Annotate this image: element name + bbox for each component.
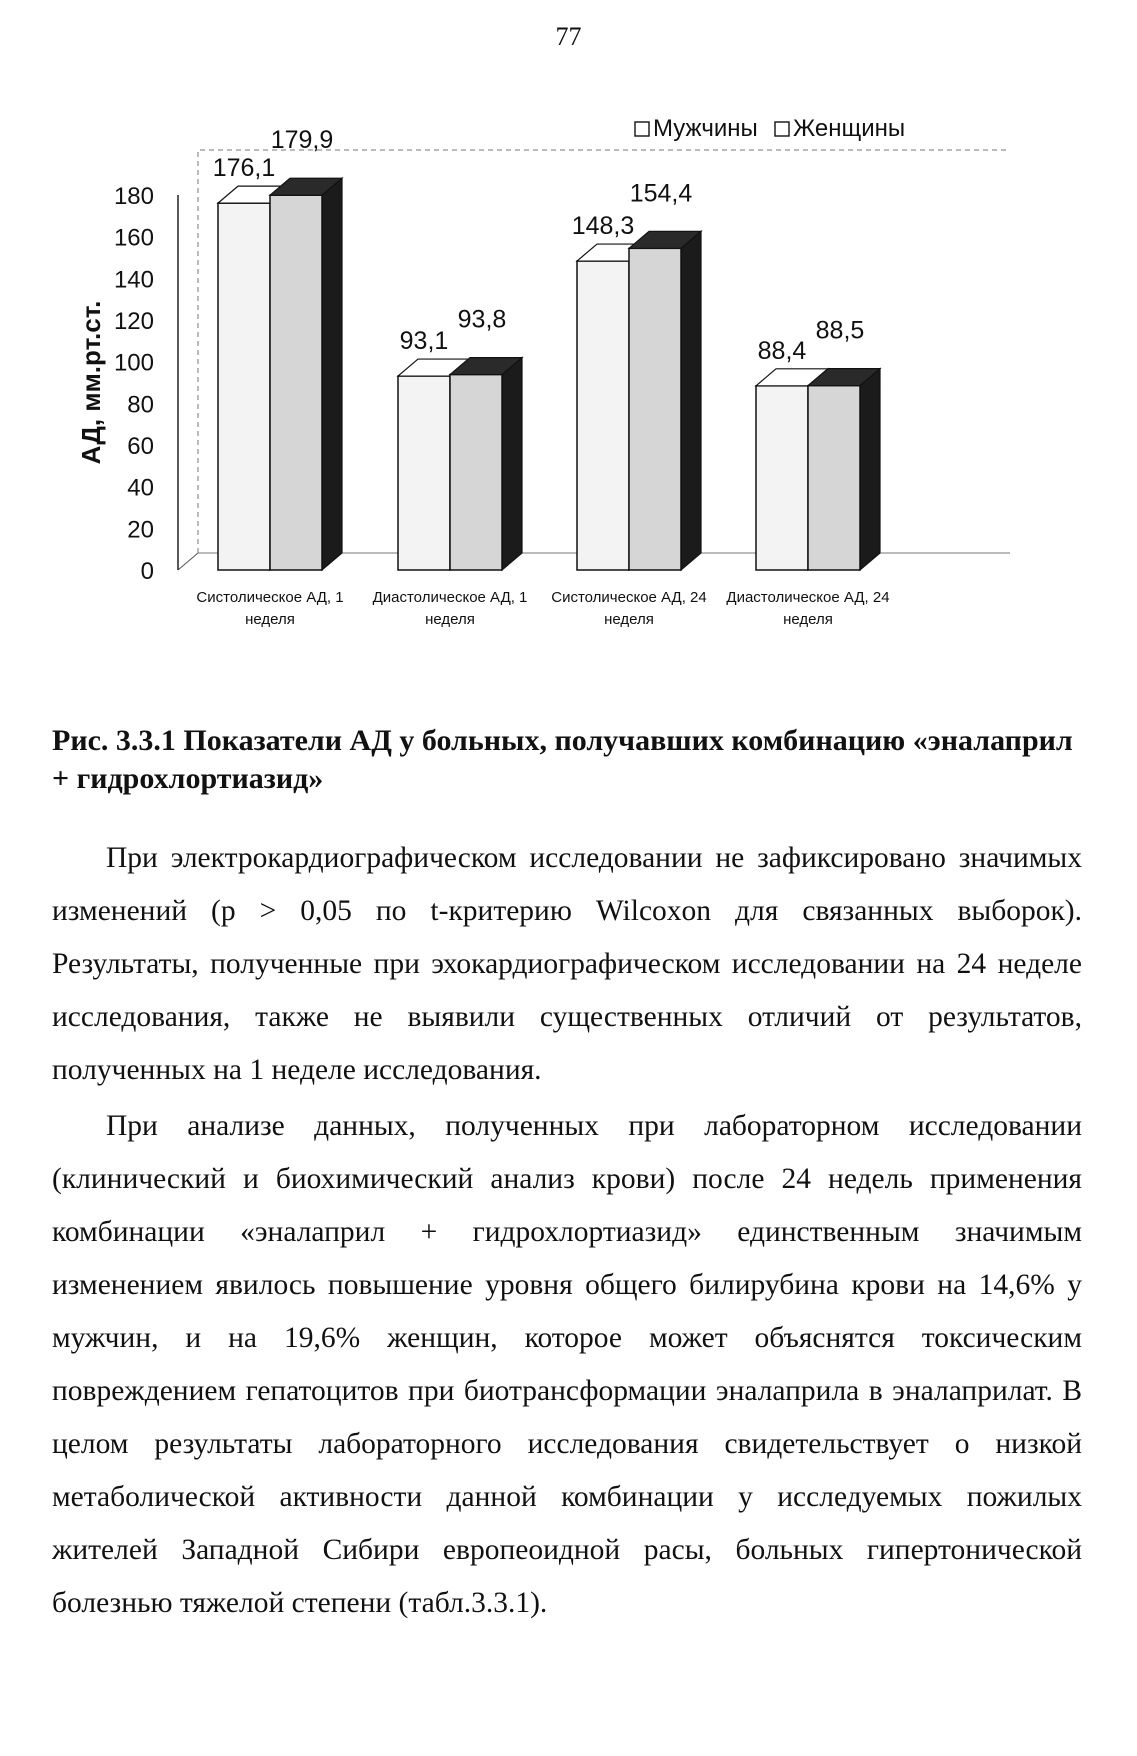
data-label: 154,4 (629, 179, 693, 208)
x-tick-label: неделя (425, 611, 475, 628)
y-tick-label: 60 (127, 433, 154, 460)
bar (808, 386, 860, 570)
figure-caption: Рис. 3.3.1 Показатели АД у больных, получавших комбинацию «эналаприл + гидрохлортиазид» (52, 724, 1073, 795)
body-text (52, 832, 1082, 1633)
bar (577, 261, 629, 570)
bar-side (502, 358, 522, 570)
x-tick-label: Диастолическое АД, 1 (372, 589, 528, 606)
paragraph: При электрокардиографическом исследовании не зафиксировано значимых изменений (p > 0,05 по t-критерию Wilcoxon для связанных выборок). Результаты, полученные при эхокардиографическом исследовании на 24 неделе исследования, также не выявили существенных отличий от результатов, полученных на 1 неделе исследования. (52, 842, 1082, 1086)
y-tick-label: 40 (127, 474, 154, 502)
paragraph: При анализе данных, полученных при лабораторном исследовании (клинический и биохимический анализ крови) после 24 недель применения комбинации «эналаприл + гидрохлортиазид» единственным значимым изменением явилось повышение уровня общего билирубина крови на 14,6% у мужчин, и на 19,6% женщин, которое может объяснятся токсическим повреждением гепатоцитов при биотрансформации эналаприла в эналаприлат. В целом результаты лабораторного исследования свидетельствует о низкой метаболической активности данной комбинации у исследуемых пожилых жителей Западной Сибири европеоидной расы, больных гипертонической болезнью тяжелой степени (табл.3.3.1). (52, 1110, 1082, 1619)
data-label: 93,1 (399, 327, 449, 356)
y-tick-label: 20 (127, 516, 154, 544)
legend-swatch (775, 122, 789, 136)
data-label: 176,1 (212, 154, 276, 183)
bar (629, 248, 681, 570)
bar (450, 375, 502, 570)
legend-label: Женщины (793, 115, 906, 142)
bar (270, 195, 322, 570)
data-label: 179,9 (270, 126, 334, 155)
data-label: 88,5 (815, 316, 865, 345)
data-label: 88,4 (757, 336, 807, 365)
bar-side (681, 231, 701, 570)
bar-side (860, 369, 880, 570)
floor-edge (178, 553, 198, 570)
x-tick-label: Диастолическое АД, 24 (726, 589, 890, 606)
x-tick-label: неделя (783, 611, 833, 628)
y-tick-label: 0 (140, 558, 154, 585)
page-number: 77 (555, 22, 582, 51)
bar (398, 376, 450, 570)
y-tick-label: 180 (113, 183, 154, 210)
x-tick-label: Систолическое АД, 1 (196, 589, 344, 606)
y-axis-label: АД, мм.рт.ст. (76, 300, 106, 465)
bar (756, 386, 808, 570)
bar (218, 203, 270, 570)
x-tick-label: неделя (245, 611, 295, 628)
y-tick-label: 160 (113, 224, 154, 252)
bar-side (322, 178, 342, 570)
y-tick-label: 100 (113, 349, 154, 377)
x-tick-label: Систолическое АД, 24 (551, 589, 707, 606)
y-tick-label: 120 (113, 308, 154, 335)
bar-chart (70, 110, 1070, 710)
x-tick-label: неделя (604, 611, 654, 628)
data-label: 93,8 (457, 305, 507, 334)
y-tick-label: 140 (113, 266, 154, 294)
legend-label: Мужчины (653, 115, 758, 142)
legend-swatch (635, 122, 649, 136)
y-tick-label: 80 (127, 391, 154, 419)
data-label: 148,3 (571, 212, 635, 241)
